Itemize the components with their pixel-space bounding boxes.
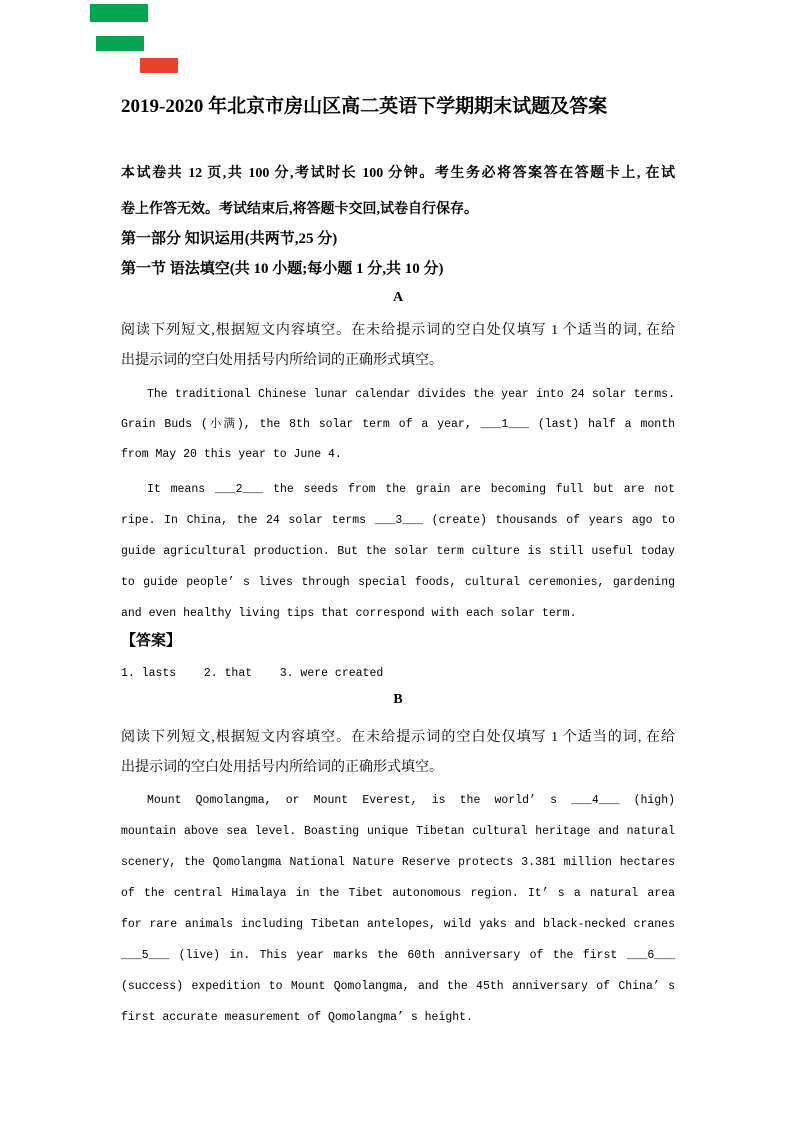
passage-b-label: B	[393, 692, 403, 707]
answers-a: 1. lasts 2. that 3. were created	[121, 667, 384, 680]
watermark-block	[96, 36, 144, 51]
text-line: scenery, the Qomolangma National Nature Reserve protects 3.381 million hectares	[121, 856, 675, 869]
text-line: 本试卷共 12 页,共 100 分,考试时长 100 分钟。考生务必将答案答在答题卡上, 在试	[121, 166, 675, 181]
text-line: guide agricultural production. But the solar term culture is still useful today	[121, 545, 675, 558]
text-line: 阅读下列短文,根据短文内容填空。在未给提示词的空白处仅填写 1 个适当的词, 在给	[121, 730, 675, 745]
watermark-block	[90, 4, 148, 22]
text-line: ripe. In China, the 24 solar terms ___3___ (create) thousands of years ago to	[121, 514, 675, 527]
passage-a-label: A	[392, 290, 404, 305]
passage-b-instructions	[121, 723, 675, 783]
passage-a-paragraph-1	[121, 380, 675, 470]
watermark-block	[140, 58, 178, 73]
text-line: ___5___ (live) in. This year marks the 60th anniversary of the first ___6___	[121, 949, 675, 962]
part1-heading: 第一部分 知识运用(共两节,25 分)	[121, 231, 338, 247]
text-line: of the central Himalaya in the Tibet autonomous region. It’ s a natural area	[121, 887, 675, 900]
text-line: The traditional Chinese lunar calendar divides the year into 24 solar terms.	[147, 388, 675, 401]
passage-b-paragraph	[121, 785, 675, 1033]
text-line: 出提示词的空白处用括号内所给词的正确形式填空。	[121, 760, 443, 775]
passage-a-instructions	[121, 316, 675, 376]
text-line: Mount Qomolangma, or Mount Everest, is the world’ s ___4___ (high)	[147, 794, 675, 807]
answer-label: 【答案】	[121, 633, 182, 649]
text-line: It means ___2___ the seeds from the grain are becoming full but are not	[147, 483, 675, 496]
page-title: 2019-2020 年北京市房山区高二英语下学期期末试题及答案	[121, 96, 608, 117]
text-line: Grain Buds (小满), the 8th solar term of a year, ___1___ (last) half a month	[121, 418, 675, 431]
passage-a-paragraph-2	[121, 474, 675, 629]
text-line: from May 20 this year to June 4.	[121, 448, 342, 461]
text-line: for rare animals including Tibetan antelopes, wild yaks and black-necked cranes	[121, 918, 675, 931]
section1-heading: 第一节 语法填空(共 10 小题;每小题 1 分,共 10 分)	[121, 261, 444, 277]
text-line: 阅读下列短文,根据短文内容填空。在未给提示词的空白处仅填写 1 个适当的词, 在给	[121, 323, 675, 338]
text-line: 出提示词的空白处用括号内所给词的正确形式填空。	[121, 353, 443, 368]
exam-notice	[121, 156, 675, 228]
text-line: mountain above sea level. Boasting unique Tibetan cultural heritage and natural	[121, 825, 675, 838]
text-line: first accurate measurement of Qomolangma’ s height.	[121, 1011, 473, 1024]
text-line: 卷上作答无效。考试结束后,将答题卡交回,试卷自行保存。	[121, 202, 478, 217]
text-line: and even healthy living tips that correspond with each solar term.	[121, 607, 577, 620]
text-line: (success) expedition to Mount Qomolangma, and the 45th anniversary of China’ s	[121, 980, 675, 993]
text-line: to guide people’ s lives through special foods, cultural ceremonies, gardening	[121, 576, 675, 589]
